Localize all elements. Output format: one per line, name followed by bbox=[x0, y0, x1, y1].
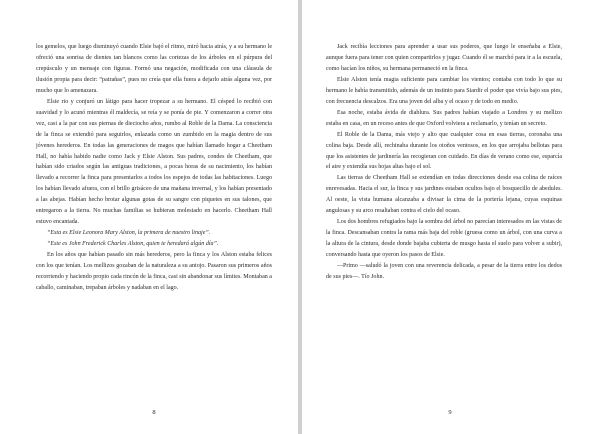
quote-paragraph: “Esta es Elsie Leonora Mary Alston, la primera de nuestro linaje”. bbox=[47, 230, 211, 237]
paragraph: Elsie Alston tenía magia suficiente para cambiar los vientos; contaba con todo lo que su hermano le había transmitido, además de un instinto para Siardir el poder que vivía bajo sus pies, con frecuencia descalzos. Era una joven del alba y el ocaso y de todo en medio. bbox=[326, 76, 562, 105]
quote-paragraph: “Este es John Frederick Charles Alston, quien te heredará algún día”. bbox=[47, 241, 219, 248]
paragraph: Elsie rio y conjuró un látigo para hacer tropezar a su hermano. El césped lo recibió con suavidad y lo acunó mientras él maldecía, se reía y se ponía de pie. Y comenzaron a correr otra vez, casi a la par con sus piernas de dieciocho años, rumbo al Roble de la Dama. La consciencia de la finca se extendió para seguirlos, enlazada como un zumbido en la magia dentro de sus jóvenes herederos. En todas las generaciones de magos que habían llamado hogar a Cheetham Hall, no había habido nadie como Jack y Elsie Alston. Sus padres, condes de Cheetham, que habían sido criados según las antiguas tradiciones, a pocas horas de su nacimiento, los habían llevado a recorrer la finca para presentarlos a todos los espejos de todas las habitaciones. Luego los habían llevado afuera, con el brillo grisáceo de una mañana invernal, y los habían presentado a las abejas. Habían hecho brotar algunas gotas de su sangre con piquetes en sus talones, que entregaron a la tierra. No muchas familias se hubieran molestado en hacerlo. Cheetham Hall estuvo encantada. bbox=[36, 98, 272, 226]
left-page bbox=[0, 0, 298, 434]
paragraph: Esa noche, estaba ávida de diablura. Sus padres habían viajado a Londres y su mellizo estaba en casa, en un receso antes de que Oxford volviera a reclamarlo, y tenían un secreto. bbox=[326, 109, 562, 127]
paragraph: Los dos hombres refugiados bajo la sombra del árbol no parecían interesados en las vistas de la finca. Descansaban contra la rama más baja del roble (gruesa como un árbol, con una curva a la altura de la cintura, desde donde bajaba cubierta de musgo hasta el suelo para volver a subir), conversando hasta que oyeron los pasos de Elsie. bbox=[326, 219, 562, 259]
right-page-text bbox=[326, 42, 562, 283]
left-page-text bbox=[36, 42, 272, 294]
page-number: 9 bbox=[448, 409, 452, 416]
right-page bbox=[302, 0, 600, 434]
page-number: 8 bbox=[152, 409, 156, 416]
paragraph: —Primo —saludó la joven con una reverencia delicada, a pesar de la tierra entre los dedos de sus pies—. Tío John. bbox=[326, 263, 562, 281]
paragraph: Las tierras de Cheetham Hall se extendían en todas direcciones desde esa colina de raíces enrevesadas. Hacia el sur, la finca y sus jardines estaban ocultos bajo el bosquecillo de abedules. Al oeste, la vista humana alcanzaba a divisar la cima de la portería lejana, cuyas esquinas angulosas y su arco resaltaban contra el cielo del ocaso. bbox=[326, 175, 562, 215]
paragraph: El Roble de la Dama, más viejo y alto que cualquier cosa en esas tierras, coronaba una colina baja. Desde allí, rechinaba durante los otoños ventosos, en los que arrojaba bellotas para que los asistentes de jardinería las recogieran con cuidado. En días de verano como ese, esparcía el aire y extendía sus hojas altas bajo el sol. bbox=[326, 131, 562, 171]
paragraph: los gemelos, que luego disminuyó cuando Elsie bajó el ritmo, miró hacia atrás, y a su hermano le ofreció una sonrisa de dientes tan blancos como las cortezas de los árboles en el púrpura del crepúsculo y un mensaje con figuras. Formó una negación, modificada con una cláusula de ilusión propia para decir: “patrañas”, pues no creía que ella fuera a dejarlo atrás alguna vez, por mucho que lo amenazara. bbox=[36, 44, 272, 94]
paragraph: En los años que habían pasado sin más herederos, pero la finca y los Alston estaba felices con los que tenían. Los mellizos gozaban de la naturaleza a su antojo. Pasaron sus primeros años recorriendo y haciendo propio cada rincón de la finca, casi sin abandonar sus límites. Montaban a caballo, caminaban, trepaban árboles y nadaban en el lago. bbox=[36, 252, 272, 291]
paragraph: Jack recibía lecciones para aprender a usar sus poderes, que luego le enseñaba a Elsie, aunque fuera para tener con quien compartirlos y jugar. Cuando él se marchó para ir a la escuela, como hacían los niños, su hermana permaneció en la finca. bbox=[326, 44, 562, 72]
